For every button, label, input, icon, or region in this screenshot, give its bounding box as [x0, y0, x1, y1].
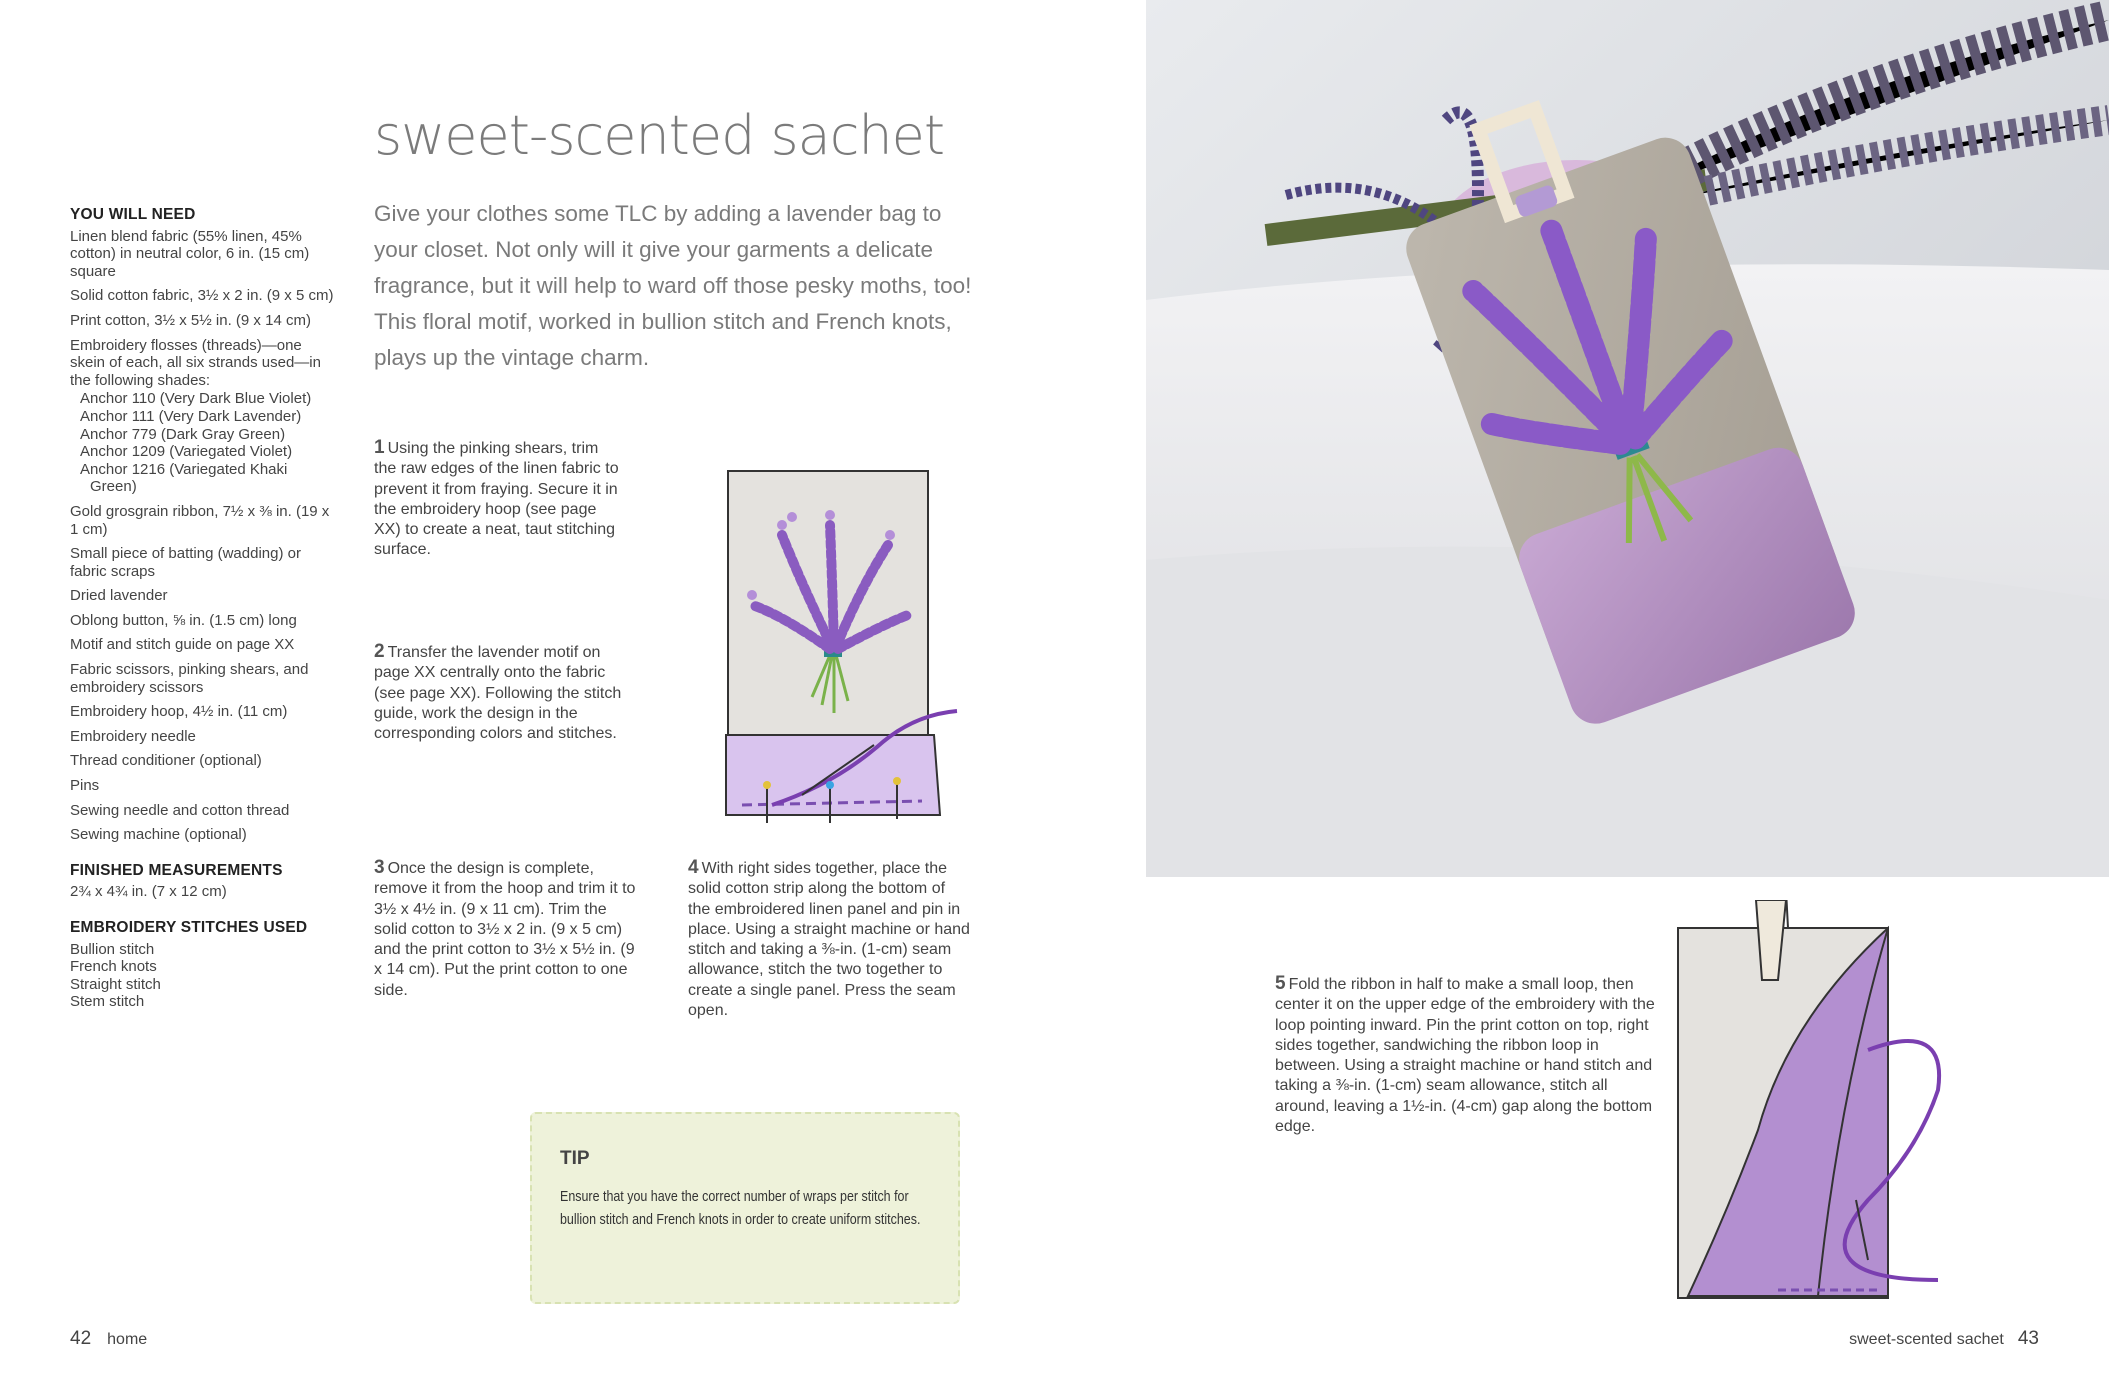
material-item: Sewing machine (optional): [70, 826, 247, 844]
floss-shade: Anchor 110 (Very Dark Blue Violet): [80, 390, 312, 408]
step-text: Using the pinking shears, trim the raw edges of the linen fabric to prevent it from fraying. Secure it in the embroidery hoop (see page XX) to create a neat, taut stitching surface.: [374, 440, 619, 559]
material-item: Pins: [70, 777, 100, 795]
material-item: Gold grosgrain ribbon, 7½ x ⅜ in. (19 x 1 cm): [70, 502, 330, 538]
solid-cotton-strip: [726, 735, 940, 815]
panel-pinning-illustration: [712, 465, 962, 830]
step-number: 2: [374, 641, 385, 662]
material-item: Dried lavender: [70, 587, 168, 605]
folding-illustration: [1668, 900, 1988, 1320]
footer-right: [1849, 1328, 2039, 1350]
page-number-left: 42: [70, 1328, 92, 1349]
step-3: [374, 858, 636, 1001]
material-item: Fabric scissors, pinking shears, and embroidery scissors: [70, 661, 309, 696]
step-text: Fold the ribbon in half to make a small loop, then center it on the upper edge of the embroidery with the loop pointing inward. Pin the print cotton on top, right sides together, sandwiching the ribbon loop in between. Using a straight machine or hand stitch and taking a ⅜-in. (1-cm) seam allowance, stitch all around, leaving a 1½-in. (4-cm) gap along the bottom edge.: [1275, 976, 1655, 1136]
tip-heading: TIP: [560, 1148, 590, 1169]
material-item: Thread conditioner (optional): [70, 752, 262, 770]
stitch-item: French knots: [70, 958, 157, 976]
footer-left: [70, 1328, 147, 1350]
step-5: [1275, 974, 1660, 1137]
floss-shade: Anchor 779 (Dark Gray Green): [80, 425, 286, 443]
floss-shade-continued: Green): [90, 478, 137, 496]
material-item: Linen blend fabric (55% linen, 45% cotton) in neutral color, 6 in. (15 cm) square: [70, 227, 310, 280]
sachet-photo: [1146, 0, 2109, 877]
stitch-item: Straight stitch: [70, 975, 161, 993]
stitches-list: [70, 941, 335, 1011]
step-text: Transfer the lavender motif on page XX centrally onto the fabric (see page XX). Following the stitch guide, work the design in the corresponding colors and stitches.: [374, 644, 622, 743]
you-will-need-heading: YOU WILL NEED: [70, 206, 196, 223]
step-number: 5: [1275, 973, 1286, 994]
floss-shades-list: [70, 390, 335, 496]
step-1: [374, 438, 624, 561]
step-text: With right sides together, place the solid cotton strip along the bottom of the embroidered linen panel and pin in place. Using a straight machine or hand stitch and taking a ⅜-in. (1-cm) seam allowance, stitch the two together to create a single panel. Press the seam open.: [688, 860, 970, 1020]
finished-measurements-value: 2¾ x 4¾ in. (7 x 12 cm): [70, 883, 227, 901]
material-item: Motif and stitch guide on page XX: [70, 636, 295, 654]
floss-shade: Anchor 1209 (Variegated Violet): [80, 443, 293, 461]
floss-shade: Anchor 111 (Very Dark Lavender): [80, 407, 302, 425]
material-item: Small piece of batting (wadding) or fabric scraps: [70, 545, 301, 580]
material-item: Embroidery flosses (threads)—one skein of each, all six strands used—in the following shades:: [70, 336, 321, 389]
step-text: Once the design is complete, remove it from the hoop and trim it to 3½ x 4½ in. (9 x 11 cm). Trim the solid cotton to 3½ x 2 in. (9 x 5 cm) and the print cotton to 3½ x 5½ in. (9 x 14 cm). Put the print cotton to one side.: [374, 860, 636, 999]
step-4: [688, 858, 970, 1021]
materials-sidebar: [70, 206, 335, 1011]
step-number: 3: [374, 857, 385, 878]
stitch-item: Stem stitch: [70, 993, 145, 1011]
material-item: Embroidery needle: [70, 727, 196, 745]
material-item: Sewing needle and cotton thread: [70, 801, 290, 819]
step-2: [374, 642, 634, 744]
stitches-used-heading: EMBROIDERY STITCHES USED: [70, 919, 308, 936]
page-title: sweet-scented sachet: [374, 104, 945, 167]
stitch-item: Bullion stitch: [70, 940, 155, 958]
section-label: home: [107, 1331, 148, 1348]
tip-box: [530, 1112, 960, 1304]
material-item: Embroidery hoop, 4½ in. (11 cm): [70, 703, 288, 721]
page-number-right: 43: [2017, 1328, 2039, 1349]
material-item: Print cotton, 3½ x 5½ in. (9 x 14 cm): [70, 311, 311, 329]
finished-measurements-heading: FINISHED MEASUREMENTS: [70, 861, 283, 879]
material-item: Oblong button, ⅝ in. (1.5 cm) long: [70, 611, 297, 629]
step-number: 4: [688, 857, 699, 878]
intro-paragraph: Give your clothes some TLC by adding a lavender bag to your closet. Not only will it give your garments a delicate fragrance, but it will help to ward off those pesky moths, too! This floral motif, worked in bullion stitch and French knots, plays up the vintage charm.: [374, 201, 972, 370]
floss-shade: Anchor 1216 (Variegated Khaki: [80, 460, 288, 478]
running-title: sweet-scented sachet: [1849, 1331, 2004, 1348]
tip-text: Ensure that you have the correct number of wraps per stitch for bullion stitch and French knots in order to create uniform stitches.: [560, 1189, 921, 1228]
material-item: Solid cotton fabric, 3½ x 2 in. (9 x 5 cm): [70, 287, 334, 305]
step-number: 1: [374, 437, 385, 458]
